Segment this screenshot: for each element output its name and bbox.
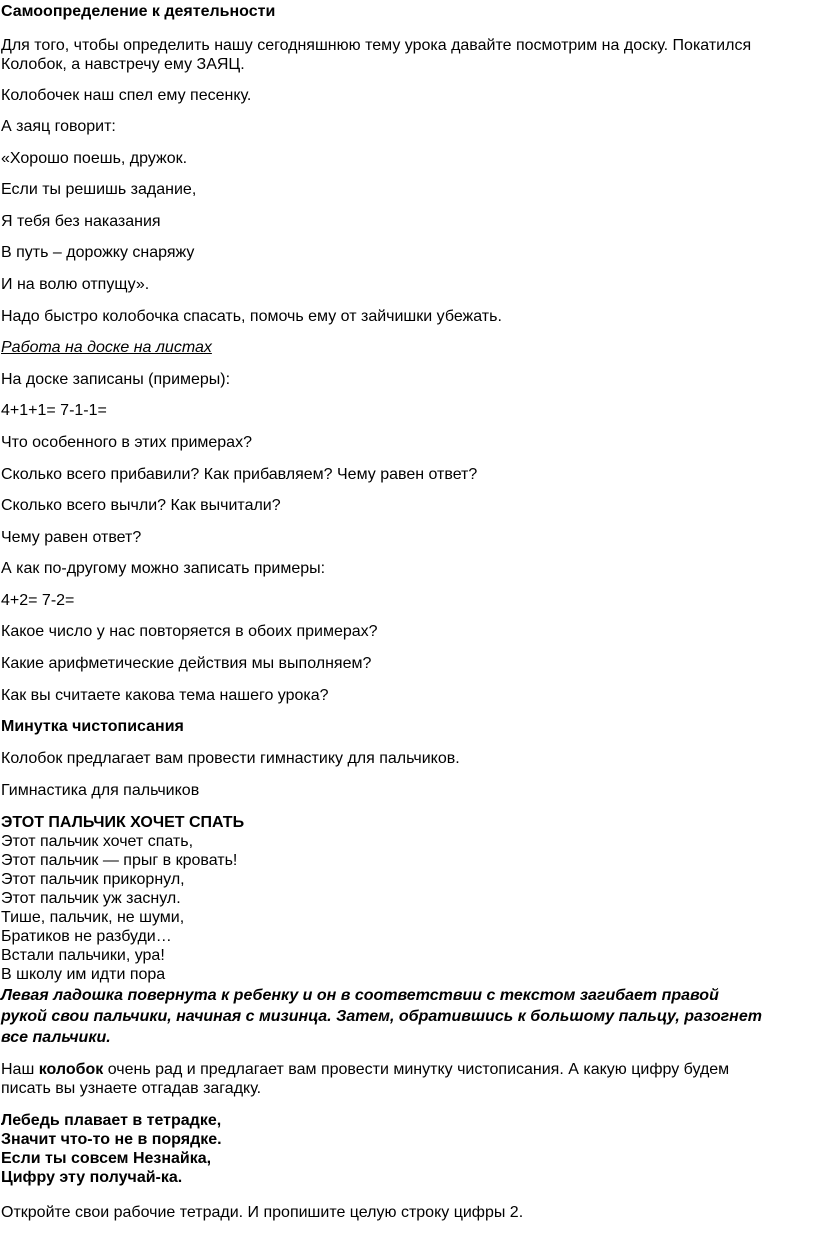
paragraph: Колобок предлагает вам провести гимнастику для пальчиков. xyxy=(1,750,460,767)
text-run: Наш xyxy=(1,1061,39,1078)
math-examples: 4+1+1= 7-1-1= xyxy=(1,402,107,419)
math-examples: 4+2= 7-2= xyxy=(1,592,75,609)
poem-line: Тише, пальчик, не шуми, xyxy=(1,909,185,926)
poem-line: Братиков не разбуди… xyxy=(1,928,172,945)
instruction-line: Левая ладошка повернута к ребенку и он в соответствии с текстом загибает правой xyxy=(1,987,719,1004)
paragraph: Сколько всего вычли? Как вычитали? xyxy=(1,497,281,514)
paragraph: Откройте свои рабочие тетради. И пропишите целую строку цифры 2. xyxy=(1,1204,524,1221)
heading: Самоопределение к деятельности xyxy=(1,3,276,20)
poem-line: В школу им идти пора xyxy=(1,966,166,983)
paragraph: Сколько всего прибавили? Как прибавляем? Чему равен ответ? xyxy=(1,466,478,483)
poem-line: Этот пальчик — прыг в кровать! xyxy=(1,852,238,869)
instruction-line: рукой свои пальчики, начиная с мизинца. Затем, обратившись к большому пальцу, разогнет xyxy=(1,1008,762,1025)
section-heading-minute: Минутка чистописания xyxy=(1,718,184,735)
paragraph: Чему равен ответ? xyxy=(1,529,142,546)
poem-line: Этот пальчик хочет спать, xyxy=(1,833,194,850)
paragraph: Колобочек наш спел ему песенку. xyxy=(1,87,252,104)
paragraph: На доске записаны (примеры): xyxy=(1,371,231,388)
section-heading-board: Работа на доске на листах xyxy=(1,339,212,356)
paragraph: Что особенного в этих примерах? xyxy=(1,434,252,451)
riddle-line: Цифру эту получай-ка. xyxy=(1,1169,183,1186)
paragraph-line: Колобок, а навстречу ему ЗАЯЦ. xyxy=(1,56,245,73)
paragraph-line: Для того, чтобы определить нашу сегодняшнюю тему урока давайте посмотрим на доску. Покатился xyxy=(1,37,752,54)
paragraph: И на волю отпущу». xyxy=(1,276,150,293)
kolobok-bold: колобок xyxy=(38,1061,104,1078)
text-run: очень рад и предлагает вам провести минутку чистописания. А какую цифру будем xyxy=(103,1061,730,1078)
poem-line: Этот пальчик прикорнул, xyxy=(1,871,185,888)
paragraph: А как по-другому можно записать примеры: xyxy=(1,560,326,577)
riddle-line: Значит что-то не в порядке. xyxy=(1,1131,222,1148)
paragraph: «Хорошо поешь, дружок. xyxy=(1,150,188,167)
paragraph-line xyxy=(1,1060,729,1079)
poem-line: Встали пальчики, ура! xyxy=(1,947,165,964)
paragraph: В путь – дорожку снаряжу xyxy=(1,244,195,261)
paragraph: Гимнастика для пальчиков xyxy=(1,782,200,799)
paragraph: Если ты решишь задание, xyxy=(1,181,197,198)
riddle-line: Лебедь плавает в тетрадке, xyxy=(1,1112,222,1129)
instruction-line: все пальчики. xyxy=(1,1029,111,1046)
paragraph: Я тебя без наказания xyxy=(1,213,161,230)
riddle-line: Если ты совсем Незнайка, xyxy=(1,1150,212,1167)
paragraph-line: писать вы узнаете отгадав загадку. xyxy=(1,1080,262,1097)
poem-line: Этот пальчик уж заснул. xyxy=(1,890,181,907)
paragraph: Какое число у нас повторяется в обоих примерах? xyxy=(1,623,378,640)
poem-title: ЭТОТ ПАЛЬЧИК ХОЧЕТ СПАТЬ xyxy=(1,814,245,831)
paragraph: Как вы считаете какова тема нашего урока? xyxy=(1,687,329,704)
paragraph: Надо быстро колобочка спасать, помочь ему от зайчишки убежать. xyxy=(1,308,502,325)
paragraph: А заяц говорит: xyxy=(1,118,116,135)
paragraph: Какие арифметические действия мы выполняем? xyxy=(1,655,372,672)
